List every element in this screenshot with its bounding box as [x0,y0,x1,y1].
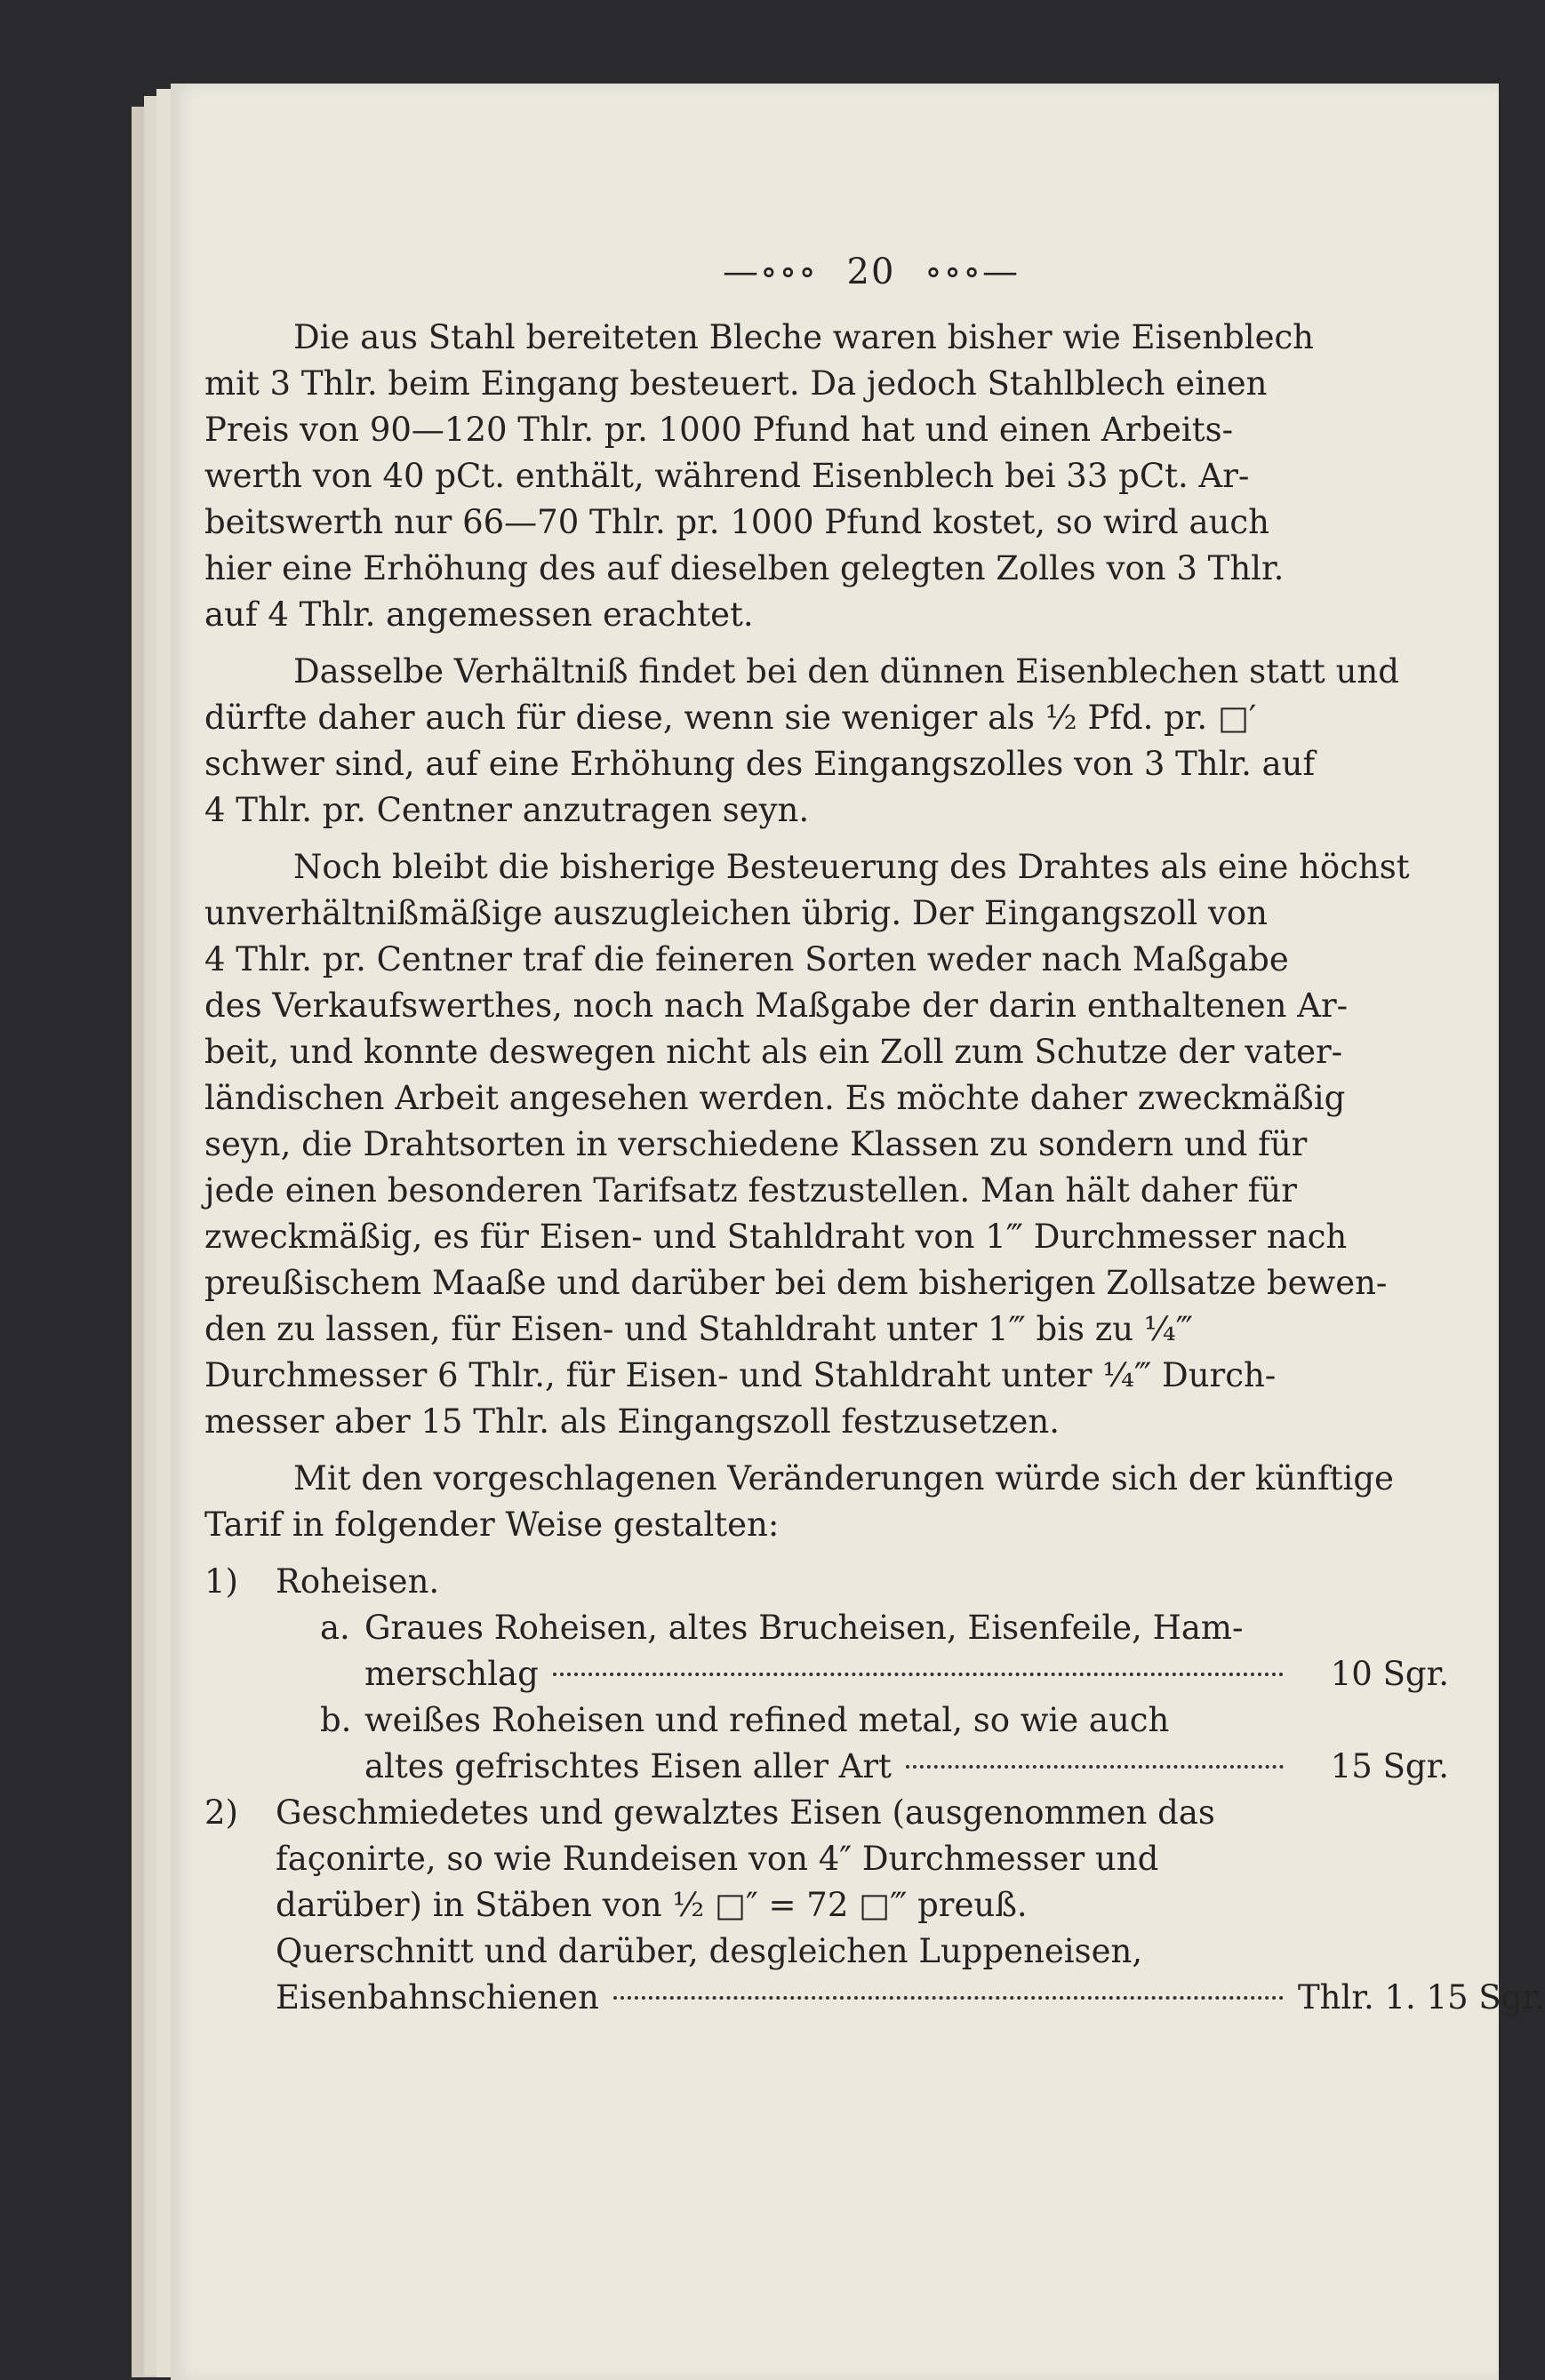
page-number: 20 [846,252,896,292]
item-number: 1) [204,1562,238,1601]
text-line: zweckmäßig, es für Eisen- und Stahldraht von 1‴ Durchmesser nach [204,1218,1348,1256]
text-line: unverhältnißmäßige auszugleichen übrig. Der Eingangszoll von [204,894,1269,932]
text-line: Geschmiedetes und gewalztes Eisen (ausgenommen das [276,1793,1215,1832]
text-line: beitswerth nur 66—70 Thlr. pr. 1000 Pfund kostet, so wird auch [204,503,1269,541]
text-line: 4 Thlr. pr. Centner anzutragen seyn. [204,791,810,829]
text-line: Eisenbahnschienen [276,1978,599,2017]
tariff-subitem [276,1697,1449,1790]
item-body [276,1559,1449,1790]
dot-leader [553,1673,1284,1676]
paragraph [204,315,1449,638]
text-line: weißes Roheisen und refined metal, so wie auch [364,1701,1170,1739]
text-line: Dasselbe Verhältniß findet bei den dünnen Eisenblechen statt und [293,652,1399,691]
text-line: mit 3 Thlr. beim Eingang besteuert. Da jedoch Stahlblech einen [204,364,1268,403]
tariff-list [204,1559,1545,2021]
text-line: Preis von 90—120 Thlr. pr. 1000 Pfund hat und einen Arbeits- [204,411,1234,449]
subitem-body [364,1605,1449,1697]
text-line: hier eine Erhöhung des auf dieselben gelegten Zolles von 3 Thlr. [204,549,1285,587]
text-line: merschlag [364,1655,539,1693]
text-line: façonirte, so wie Rundeisen von 4″ Durchmesser und [276,1840,1159,1878]
subitem-letter: b. [320,1701,352,1739]
text-line: den zu lassen, für Eisen- und Stahldraht unter 1‴ bis zu ¼‴ [204,1310,1193,1348]
text-line: ländischen Arbeit angesehen werden. Es möchte daher zweckmäßig [204,1079,1346,1117]
text-line: schwer sind, auf eine Erhöhung des Eingangszolles von 3 Thlr. auf [204,745,1316,783]
text-line: seyn, die Drahtsorten in verschiedene Klassen zu sondern und für [204,1125,1308,1163]
text-line: jede einen besonderen Tarifsatz festzustellen. Man hält daher für [204,1171,1297,1210]
body-text [204,315,1449,1548]
item-title: Roheisen. [276,1562,440,1601]
text-line: Querschnitt und darüber, desgleichen Luppeneisen, [276,1932,1143,1970]
text-line: messer aber 15 Thlr. als Eingangszoll festzusetzen. [204,1402,1060,1441]
text-line: werth von 40 pCt. enthält, während Eisenblech bei 33 pCt. Ar- [204,457,1250,495]
tariff-subitem [276,1605,1449,1697]
text-line: preußischem Maaße und darüber bei dem bisherigen Zollsatze bewen- [204,1264,1388,1302]
paragraph [204,844,1449,1445]
leader-line [364,1651,1449,1697]
dot-leader [906,1765,1284,1769]
text-line: Die aus Stahl bereiteten Bleche waren bisher wie Eisenblech [293,318,1315,356]
text-line: 4 Thlr. pr. Centner traf die feineren Sorten weder nach Maßgabe [204,940,1289,978]
tariff-item [204,1790,1545,2021]
dot-leader [613,1996,1284,2000]
leader-line [364,1744,1449,1790]
text-line: des Verkaufswerthes, noch nach Maßgabe der darin enthaltenen Ar- [204,986,1349,1025]
subitem-body [364,1697,1449,1790]
text-line: auf 4 Thlr. angemessen erachtet. [204,595,754,634]
text-line: Mit den vorgeschlagenen Veränderungen würde sich der künftige [293,1459,1394,1497]
page-header [293,249,1449,295]
paragraph [204,649,1449,834]
duty-value: 15 Sgr. [1330,1747,1449,1785]
item-body [276,1790,1545,2021]
text-line: beit, und konnte deswegen nicht als ein Zoll zum Schutze der vater- [204,1033,1343,1071]
subitem-letter: a. [320,1609,350,1647]
text-line: dürfte daher auch für diese, wenn sie weniger als ½ Pfd. pr. □′ [204,699,1257,737]
paragraph [204,1456,1449,1548]
text-line: Graues Roheisen, altes Brucheisen, Eisenfeile, Ham- [364,1609,1244,1647]
header-left-ornament: —∘∘∘ [723,252,818,292]
item-number: 2) [204,1793,238,1832]
leader-line [276,1975,1545,2021]
text-line: Durchmesser 6 Thlr., für Eisen- und Stahldraht unter ¼‴ Durch- [204,1356,1277,1394]
tariff-item [204,1559,1449,1790]
text-line: Noch bleibt die bisherige Besteuerung des Drahtes als eine höchst [293,848,1410,886]
text-line: altes gefrischtes Eisen aller Art [364,1747,892,1785]
duty-value: 10 Sgr. [1330,1655,1449,1693]
header-right-ornament: ∘∘∘— [925,252,1020,292]
text-line: darüber) in Stäben von ½ □″ = 72 □‴ preuß. [276,1886,1028,1924]
text-line: Tarif in folgender Weise gestalten: [204,1505,780,1544]
duty-value: Thlr. 1. 15 Sgr. [1298,1978,1545,2017]
page-content [204,249,1545,2021]
